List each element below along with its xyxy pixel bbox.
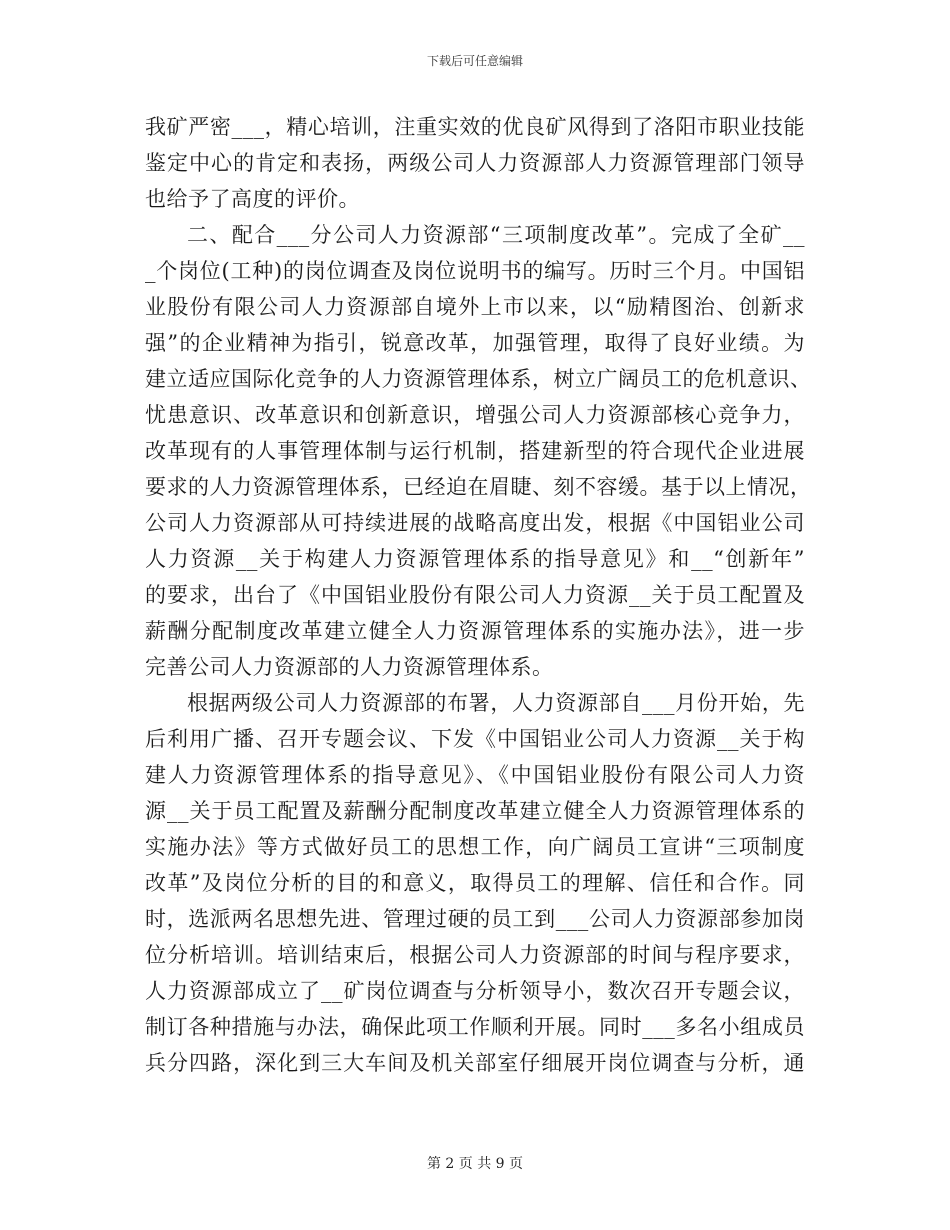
text-line: 也给予了高度的评价。: [145, 187, 360, 211]
text-line: 建人力资源管理体系的指导意见》、《中国铝业股份有限公司人力资: [145, 763, 805, 787]
text-line: 后利用广播、召开专题会议、下发《中国铝业公司人力资源__关于构: [145, 727, 805, 751]
paragraph-3: [145, 685, 805, 1081]
text-line: 的要求，出台了《中国铝业股份有限公司人力资源__关于员工配置及: [145, 583, 805, 607]
text-line: 忧患意识、改革意识和创新意识，增强公司人力资源部核心竞争力，: [145, 403, 805, 427]
text-line: 鉴定中心的肯定和表扬，两级公司人力资源部人力资源管理部门领导: [145, 151, 805, 175]
text-line: 要求的人力资源管理体系，已经迫在眉睫、刻不容缓。基于以上情况，: [145, 475, 812, 499]
text-line: 公司人力资源部从可持续进展的战略高度出发，根据《中国铝业公司: [145, 511, 805, 535]
text-line: 实施办法》等方式做好员工的思想工作，向广阔员工宣讲“三项制度: [145, 835, 805, 859]
text-line: 改革”及岗位分析的目的和意义，取得员工的理解、信任和合作。同: [145, 871, 805, 895]
text-line: 薪酬分配制度改革建立健全人力资源管理体系的实施办法》，进一步: [145, 619, 805, 643]
text-line: 源__关于员工配置及薪酬分配制度改革建立健全人力资源管理体系的: [145, 799, 805, 823]
text-line: 强”的企业精神为指引，锐意改革，加强管理，取得了良好业绩。为: [145, 331, 805, 355]
page-header: 下载后可任意编辑: [426, 54, 523, 68]
document-body: [145, 109, 812, 1081]
text-line: 位分析培训。培训结束后，根据公司人力资源部的时间与程序要求，: [145, 943, 805, 967]
text-line: 制订各种措施与办法，确保此项工作顺利开展。同时___多名小组成员: [145, 1015, 805, 1039]
text-line: 建立适应国际化竞争的人力资源管理体系，树立广阔员工的危机意识、: [145, 367, 812, 391]
text-line: 人力资源__关于构建人力资源管理体系的指导意见》和__“创新年”: [145, 547, 805, 571]
text-line: _个岗位(工种)的岗位调查及岗位说明书的编写。历时三个月。中国铝: [145, 259, 805, 283]
paragraph-2: [145, 217, 812, 685]
page-number: 第 2 页 共 9 页: [426, 1156, 524, 1172]
text-line: 时，选派两名思想先进、管理过硬的员工到___公司人力资源部参加岗: [145, 907, 805, 931]
paragraph-1: [145, 109, 805, 217]
text-line: 我矿严密___，精心培训，注重实效的优良矿风得到了洛阳市职业技能: [145, 115, 805, 139]
text-line: 根据两级公司人力资源部的布署，人力资源部自___月份开始，先: [187, 691, 805, 715]
text-line: 改革现有的人事管理体制与运行机制，搭建新型的符合现代企业进展: [145, 439, 805, 463]
text-line: 人力资源部成立了__矿岗位调查与分析领导小，数次召开专题会议，: [145, 979, 805, 1003]
text-line: 完善公司人力资源部的人力资源管理体系。: [145, 655, 554, 679]
text-line: 兵分四路，深化到三大车间及机关部室仔细展开岗位调查与分析，通: [145, 1051, 805, 1075]
text-line: 二、配合___分公司人力资源部“三项制度改革”。完成了全矿__: [187, 223, 805, 247]
text-line: 业股份有限公司人力资源部自境外上市以来，以“励精图治、创新求: [145, 295, 805, 319]
